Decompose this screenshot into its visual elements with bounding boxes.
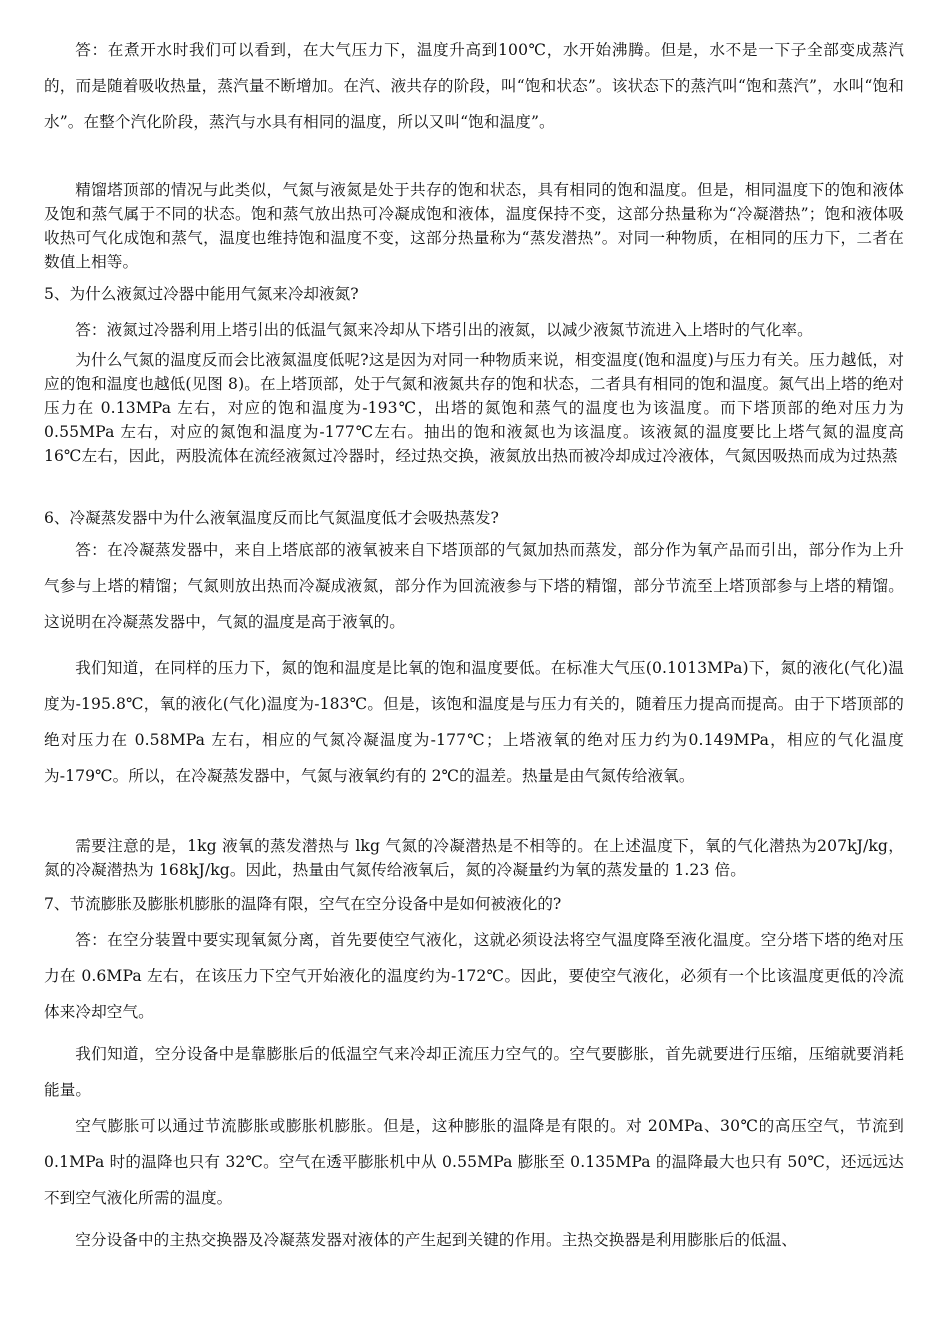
paragraph-rectification-top: 精馏塔顶部的情况与此类似，气氮与液氮是处于共存的饱和状态，具有相同的饱和温度。但是，相同温度下的饱和液体及饱和蒸气属于不同的状态。饱和蒸气放出热可冷凝成饱和液体，温度保持不变，这部分热量称为“冷凝潜热”；饱和液体吸收热可气化成饱和蒸气，温度也维持饱和温度不变，这部分热量称为“蒸发潜热”。对同一种物质，在相同的压力下，二者在数值上相等。 xyxy=(44,181,904,271)
paragraph-answer-6: 答：在冷凝蒸发器中，来自上塔底部的液氧被来自下塔顶部的气氮加热而蒸发，部分作为氧产品而引出，部分作为上升气参与上塔的精馏；气氮则放出热而冷凝成液氮，部分作为回流液参与下塔的精馏，部分节流至上塔顶部参与上塔的精馏。这说明在冷凝蒸发器中，气氮的温度是高于液氧的。 xyxy=(44,541,904,631)
paragraph-expansion-limits: 空气膨胀可以通过节流膨胀或膨胀机膨胀。但是，这种膨胀的温降是有限的。对 20MPa、30℃的高压空气，节流到 0.1MPa 时的温降也只有 32℃。空气在透平膨胀机中从 0.55MPa 膨胀至 0.135MPa 的温降最大也只有 50℃，还远远达不到空气液化所需的温度。 xyxy=(44,1117,904,1207)
paragraph-latent-heat: 需要注意的是，1kg 液氧的蒸发潜热与 lkg 气氮的冷凝潜热是不相等的。在上述温度下，氧的气化潜热为207kJ/kg，氮的冷凝潜热为 168kJ/kg。因此，热量由气氮传给液氧后，氮的冷凝量约为氧的蒸发量的 1.23 倍。 xyxy=(44,837,904,879)
paragraph-answer-7: 答：在空分装置中要实现氧氮分离，首先要使空气液化，这就必须设法将空气温度降至液化温度。空分塔下塔的绝对压力在 0.6MPa 左右，在该压力下空气开始液化的温度约为-172℃。因此，要使空气液化，必须有一个比该温度更低的冷流体来冷却空气。 xyxy=(44,931,904,1021)
question-5-heading: 5、为什么液氮过冷器中能用气氮来冷却液氮? xyxy=(44,285,359,303)
paragraph-heat-exchanger: 空分设备中的主热交换器及冷凝蒸发器对液体的产生起到关键的作用。主热交换器是利用膨胀后的低温、 xyxy=(75,1231,798,1249)
paragraph-saturation-temperature: 我们知道，在同样的压力下，氮的饱和温度是比氧的饱和温度要低。在标准大气压(0.1013MPa)下，氮的液化(气化)温度为-195.8℃，氧的液化(气化)温度为-183℃。但是，该饱和温度是与压力有关的，随着压力提高而提高。由于下塔顶部的绝对压力在 0.58MPa 左右，相应的气氮冷凝温度为-177℃；上塔液氧的绝对压力约为0.149MPa，相应的气化温度为-179℃。所以，在冷凝蒸发器中，气氮与液氧约有的 2℃的温差。热量是由气氮传给液氧。 xyxy=(44,659,904,785)
paragraph-nitrogen-temperature: 为什么气氮的温度反而会比液氮温度低呢?这是因为对同一种物质来说，相变温度(饱和温度)与压力有关。压力越低，对应的饱和温度也越低(见图 8)。在上塔顶部，处于气氮和液氮共存的饱和状态，二者具有相同的饱和温度。氮气出上塔的绝对压力在 0.13MPa 左右，对应的饱和温度为-193℃，出塔的氮饱和蒸气的温度也为该温度。而下塔顶部的绝对压力为 0.55MPa 左右，对应的氮饱和温度为-177℃左右。抽出的饱和液氮也为该温度。该液氮的温度要比上塔气氮的温度高 16℃左右，因此，两股流体在流经液氮过冷器时，经过热交换，液氮放出热而被冷却成过冷液体，气氮因吸热而成为过热蒸 xyxy=(44,351,904,465)
question-7-heading: 7、节流膨胀及膨胀机膨胀的温降有限，空气在空分设备中是如何被液化的? xyxy=(44,895,562,913)
question-6-heading: 6、冷凝蒸发器中为什么液氧温度反而比气氮温度低才会吸热蒸发? xyxy=(44,509,499,527)
paragraph-expansion-cooling: 我们知道，空分设备中是靠膨胀后的低温空气来冷却正流压力空气的。空气要膨胀，首先就要进行压缩，压缩就要消耗能量。 xyxy=(44,1045,904,1099)
paragraph-answer-5: 答：液氮过冷器利用上塔引出的低温气氮来冷却从下塔引出的液氮，以减少液氮节流进入上塔时的气化率。 xyxy=(75,321,813,339)
paragraph-boiling-water: 答：在煮开水时我们可以看到，在大气压力下，温度升高到100℃，水开始沸腾。但是，水不是一下子全部变成蒸汽的，而是随着吸收热量，蒸汽量不断增加。在汽、液共存的阶段，叫“饱和状态”。该状态下的蒸汽叫“饱和蒸汽”，水叫“饱和水”。在整个汽化阶段，蒸汽与水具有相同的温度，所以又叫“饱和温度”。 xyxy=(44,41,904,131)
